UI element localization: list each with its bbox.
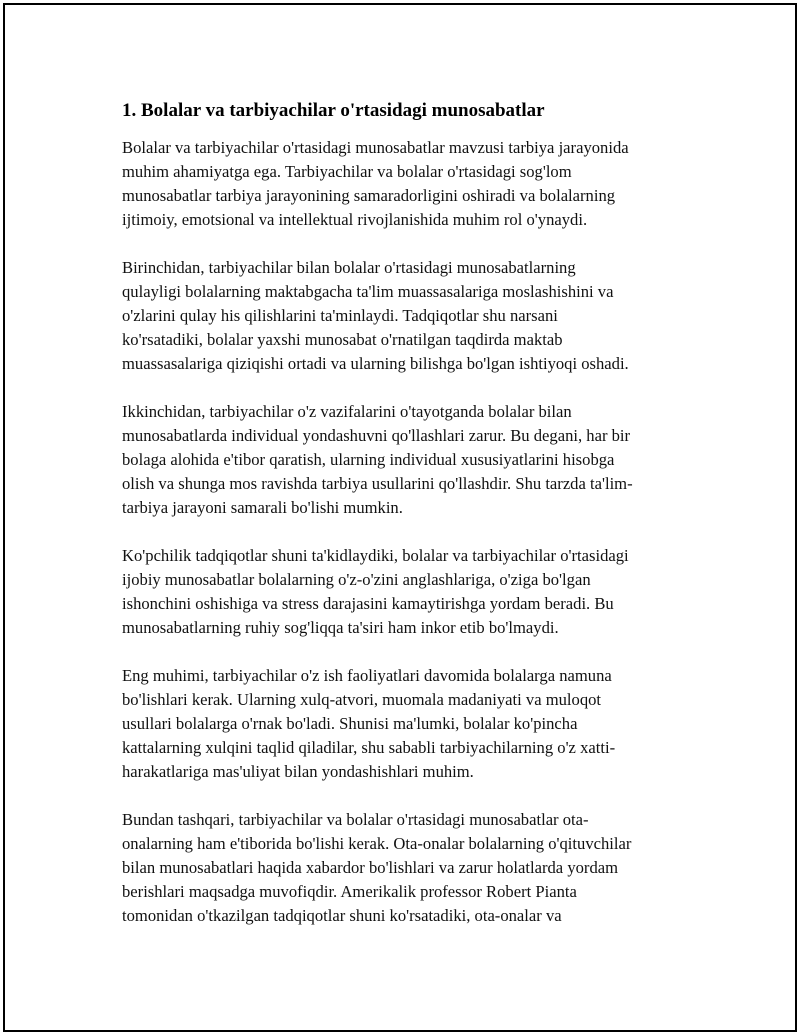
text-line: muassasalariga qiziqishi ortadi va ularning bilishga bo'lgan ishtiyoqi oshadi. — [122, 354, 629, 373]
text-line: usullari bolalarga o'rnak bo'ladi. Shunisi ma'lumki, bolalar ko'pincha — [122, 714, 578, 733]
paragraph — [122, 808, 702, 928]
section-heading: 1. Bolalar va tarbiyachilar o'rtasidagi munosabatlar — [122, 100, 545, 121]
text-line: muhim ahamiyatga ega. Tarbiyachilar va bolalar o'rtasidagi sog'lom — [122, 162, 572, 181]
text-line: o'zlarini qulay his qilishlarini ta'minlaydi. Tadqiqotlar shu narsani — [122, 306, 558, 325]
paragraph — [122, 256, 702, 376]
text-line: Eng muhimi, tarbiyachilar o'z ish faoliyatlari davomida bolalarga namuna — [122, 666, 612, 685]
text-line: Ko'pchilik tadqiqotlar shuni ta'kidlaydiki, bolalar va tarbiyachilar o'rtasidagi — [122, 546, 629, 565]
text-line: onalarning ham e'tiborida bo'lishi kerak. Ota-onalar bolalarning o'qituvchilar — [122, 834, 632, 853]
text-line: ishonchini oshishiga va stress darajasini kamaytirishga yordam beradi. Bu — [122, 594, 614, 613]
text-line: berishlari maqsadga muvofiqdir. Amerikalik professor Robert Pianta — [122, 882, 577, 901]
text-line: tomonidan o'tkazilgan tadqiqotlar shuni ko'rsatadiki, ota-onalar va — [122, 906, 562, 925]
text-line: bo'lishlari kerak. Ularning xulq-atvori, muomala madaniyati va muloqot — [122, 690, 602, 709]
document-body — [122, 98, 702, 952]
text-line: harakatlariga mas'uliyat bilan yondashishlari muhim. — [122, 762, 474, 781]
text-line: kattalarning xulqini taqlid qiladilar, shu sababli tarbiyachilarning o'z xatti- — [122, 738, 616, 757]
text-line: munosabatlar tarbiya jarayonining samaradorligini oshiradi va bolalarning — [122, 186, 616, 205]
paragraph — [122, 136, 702, 232]
text-line: olish va shunga mos ravishda tarbiya usullarini qo'llashdir. Shu tarzda ta'lim- — [122, 474, 633, 493]
text-line: ijobiy munosabatlar bolalarning o'z-o'zini anglashlariga, o'ziga bo'lgan — [122, 570, 591, 589]
text-line: munosabatlarning ruhiy sog'liqqa ta'siri ham inkor etib bo'lmaydi. — [122, 618, 559, 637]
page-frame — [3, 3, 797, 1032]
text-line: tarbiya jarayoni samarali bo'lishi mumkin. — [122, 498, 403, 517]
text-line: Birinchidan, tarbiyachilar bilan bolalar o'rtasidagi munosabatlarning — [122, 258, 576, 277]
text-line: bilan munosabatlari haqida xabardor bo'lishlari va zarur holatlarda yordam — [122, 858, 619, 877]
text-line: ijtimoiy, emotsional va intellektual rivojlanishida muhim rol o'ynaydi. — [122, 210, 588, 229]
text-line: qulayligi bolalarning maktabgacha ta'lim muassasalariga moslashishini va — [122, 282, 614, 301]
text-line: Ikkinchidan, tarbiyachilar o'z vazifalarini o'tayotganda bolalar bilan — [122, 402, 572, 421]
paragraph — [122, 544, 702, 640]
text-line: ko'rsatadiki, bolalar yaxshi munosabat o'rnatilgan taqdirda maktab — [122, 330, 563, 349]
text-line: Bolalar va tarbiyachilar o'rtasidagi munosabatlar mavzusi tarbiya jarayonida — [122, 138, 629, 157]
paragraph — [122, 400, 702, 520]
text-line: bolaga alohida e'tibor qaratish, ularning individual xususiyatlarini hisobga — [122, 450, 615, 469]
paragraph — [122, 664, 702, 784]
text-line: Bundan tashqari, tarbiyachilar va bolalar o'rtasidagi munosabatlar ota- — [122, 810, 589, 829]
text-line: munosabatlarda individual yondashuvni qo'llashlari zarur. Bu degani, har bir — [122, 426, 631, 445]
